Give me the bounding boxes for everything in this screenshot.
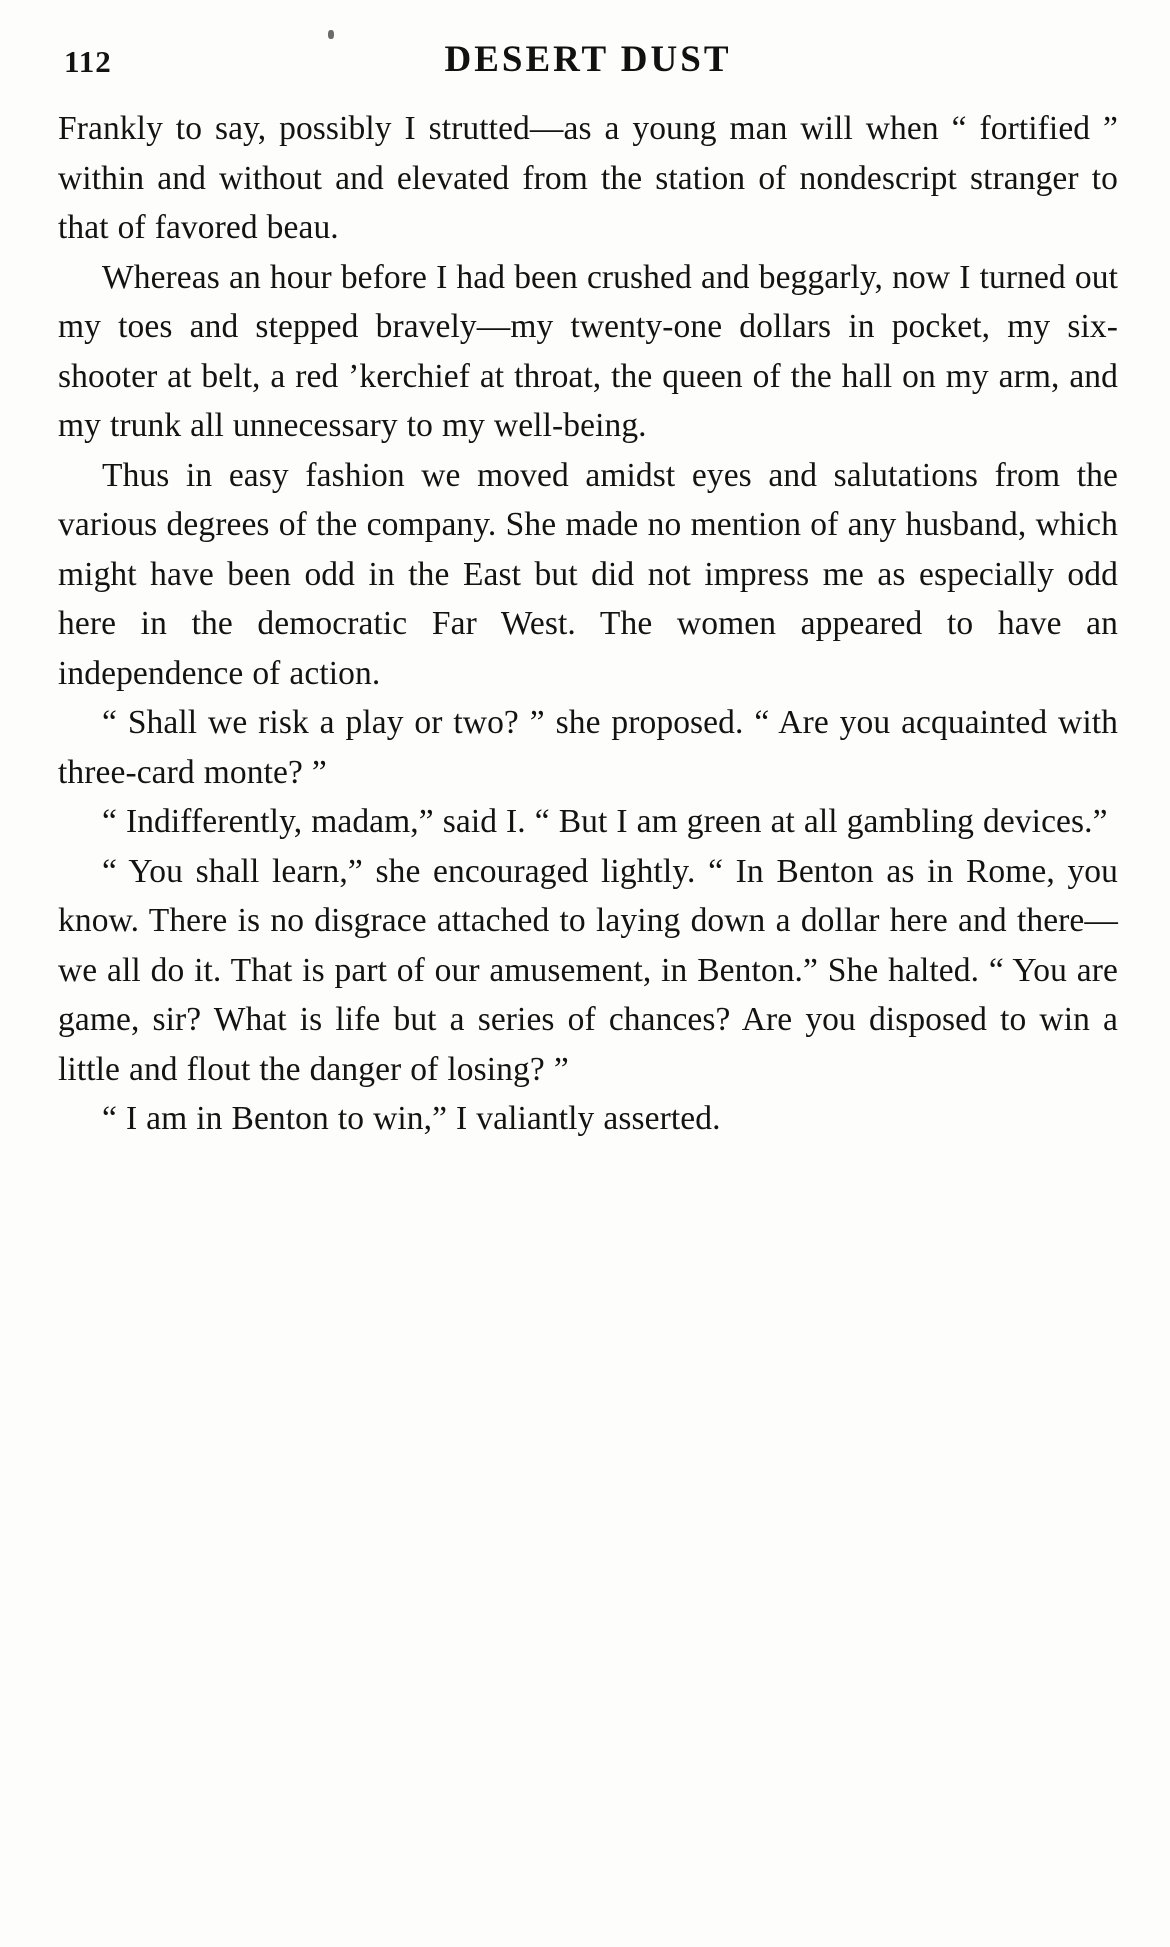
- paragraph: “ Indifferently, madam,” said I. “ But I am green at all gambling devices.”: [102, 803, 1108, 840]
- body-text: [58, 104, 1118, 1144]
- paragraph: Thus in easy fashion we moved amidst eyes and salutations from the various degrees of the company. She made no mention of any husband, which might have been odd in the East but did not impress me as especially odd here in the democratic Far West. The women appeared to have an independence of action.: [58, 456, 1118, 692]
- paragraph: “ Shall we risk a play or two? ” she proposed. “ Are you acquainted with three-card monte? ”: [58, 704, 1118, 791]
- paragraph: “ I am in Benton to win,” I valiantly asserted.: [102, 1100, 721, 1137]
- running-head: [58, 20, 1118, 90]
- page-number: 112: [64, 44, 112, 79]
- paragraph: “ You shall learn,” she encouraged lightly. “ In Benton as in Rome, you know. There is no disgrace attached to laying down a dollar here and there—we all do it. That is part of our amusement, in Benton.” She halted. “ You are game, sir? What is life but a series of chances? Are you disposed to win a little and flout the danger of losing? ”: [58, 852, 1118, 1088]
- running-title: DESERT DUST: [444, 39, 732, 80]
- paragraph: Frankly to say, possibly I strutted—as a young man will when “ fortified ” within and without and elevated from the station of nondescript stranger to that of favored beau.: [58, 110, 1118, 246]
- page-content: [58, 20, 1118, 1144]
- paragraph: Whereas an hour before I had been crushed and beggarly, now I turned out my toes and stepped bravely—my twenty-one dollars in pocket, my six-shooter at belt, a red ’kerchief at throat, the queen of the hall on my arm, and my trunk all unnecessary to my well-being.: [58, 258, 1118, 444]
